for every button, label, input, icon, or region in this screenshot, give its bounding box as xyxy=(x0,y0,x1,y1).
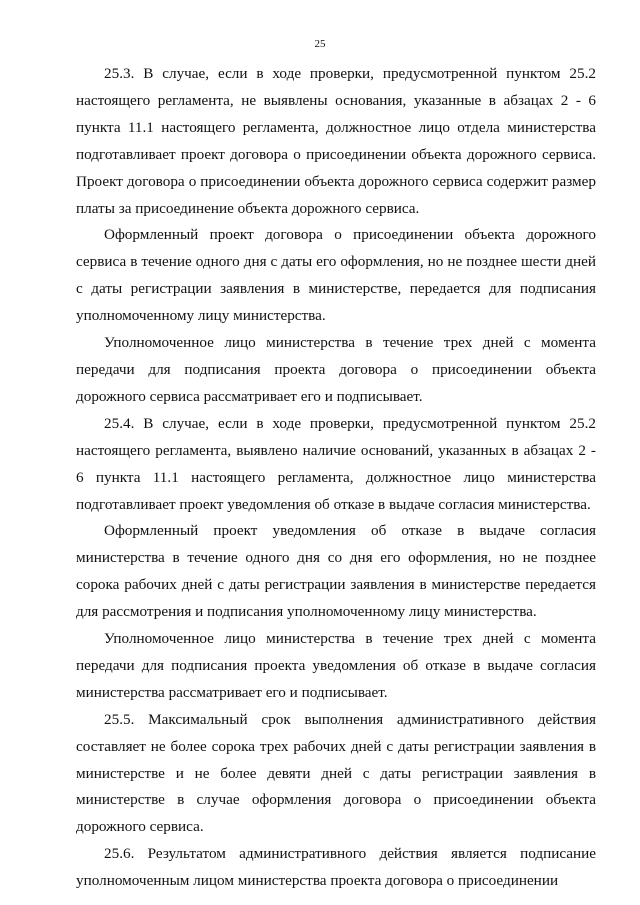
paragraph-contract-signing: Уполномоченное лицо министерства в течение трех дней с момента передачи для подписания проекта договора о присоединении объекта дорожного сервиса рассматривает его и подписывает. xyxy=(76,334,596,405)
paragraph-refusal-signing: Уполномоченное лицо министерства в течение трех дней с момента передачи для подписания проекта уведомления об отказе в выдаче согласия министерства рассматривает его и подписывает. xyxy=(76,630,596,701)
paragraph-25-4: 25.4. В случае, если в ходе проверки, предусмотренной пунктом 25.2 настоящего регламента, выявлено наличие оснований, указанных в абзацах 2 - 6 пункта 11.1 настоящего регламента, должностное лицо министерства подготавливает проект уведомления об отказе в выдаче согласия министерства. xyxy=(76,414,596,513)
page-number: 25 xyxy=(314,38,326,50)
paragraph-refusal-draft-transfer: Оформленный проект уведомления об отказе в выдаче согласия министерства в течение одного дня со дня его оформления, но не позднее сорока рабочих дней с даты регистрации заявления в министерстве передается для рассмотрения и подписания уполномоченному лицу министерства. xyxy=(76,522,596,621)
paragraph-25-5: 25.5. Максимальный срок выполнения административного действия составляет не более сорока трех рабочих дней с даты регистрации заявления в министерстве и не более девяти дней с даты регистрации заявления в министерстве в случае оформления договора о присоединении объекта дорожного сервиса. xyxy=(76,710,596,836)
paragraph-contract-draft-transfer: Оформленный проект договора о присоединении объекта дорожного сервиса в течение одного дня с даты его оформления, но не позднее шести дней с даты регистрации заявления в министерстве, передается для подписания уполномоченному лицу министерства. xyxy=(76,226,596,325)
paragraph-25-3: 25.3. В случае, если в ходе проверки, предусмотренной пунктом 25.2 настоящего регламента, не выявлены основания, указанные в абзацах 2 - 6 пункта 11.1 настоящего регламента, должностное лицо отдела министерства подготавливает проект договора о присоединении объекта дорожного сервиса. Проект договора о присоединении объекта дорожного сервиса содержит размер платы за присоединение объекта дорожного сервиса. xyxy=(76,65,596,217)
document-body xyxy=(76,61,596,895)
paragraph-25-6: 25.6. Результатом административного действия является подписание уполномоченным лицом министерства проекта договора о присоединении xyxy=(76,845,596,890)
